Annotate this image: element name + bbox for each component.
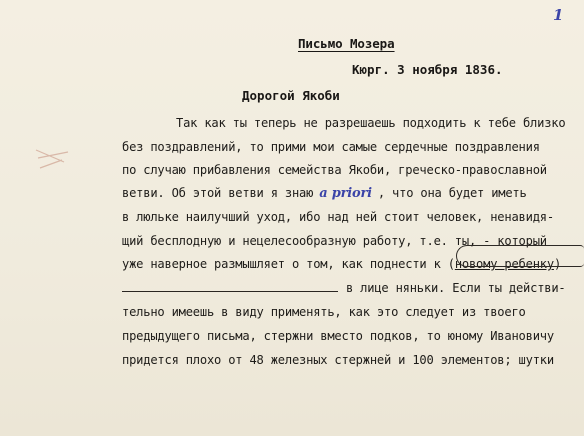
greeting: Дорогой Якоби bbox=[242, 88, 340, 103]
text-line: в люльке наилучший уход, ибо над ней стоит человек, ненавидя- bbox=[122, 210, 554, 224]
text-line bbox=[122, 281, 566, 295]
text-line: тельно имеешь в виду применять, как это следует из твоего bbox=[122, 305, 526, 319]
text-line: щий бесплодную и нецелесообразную работу, т.е. ты, - который bbox=[122, 234, 547, 248]
text-segment: в лице няньки. Если ты действи- bbox=[346, 281, 566, 295]
text-line: по случаю прибавления семейства Якоби, греческо-православной bbox=[122, 163, 547, 177]
page-number: 1 bbox=[553, 6, 564, 24]
text-segment: уже наверное размышляет о том, как поднести к ( bbox=[122, 257, 455, 271]
underlined-phrase: новому ребенку bbox=[454, 257, 554, 271]
handwritten-insert: a priori bbox=[319, 186, 372, 201]
text-line: предыдущего письма, стержни вместо подков, то юному Ивановичу bbox=[122, 329, 554, 343]
document-title: Письмо Мозера bbox=[298, 36, 395, 51]
blank-line bbox=[122, 281, 338, 292]
text-segment: ) bbox=[553, 257, 562, 271]
text-line: Так как ты теперь не разрешаешь подходить к тебе близко bbox=[176, 116, 566, 130]
text-line: придется плохо от 48 железных стержней и 100 элементов; шутки bbox=[122, 353, 554, 367]
hand-drawn-circle bbox=[456, 245, 584, 267]
place-and-date: Кюрг. 3 ноября 1836. bbox=[352, 62, 503, 77]
text-line: без поздравлений, то прими мои самые сердечные поздравления bbox=[122, 140, 540, 154]
text-segment: , что она будет иметь bbox=[377, 186, 527, 200]
text-line bbox=[122, 186, 527, 201]
text-segment: ветви. Об этой ветви я знаю bbox=[122, 186, 314, 200]
margin-scribble-icon bbox=[34, 140, 74, 180]
